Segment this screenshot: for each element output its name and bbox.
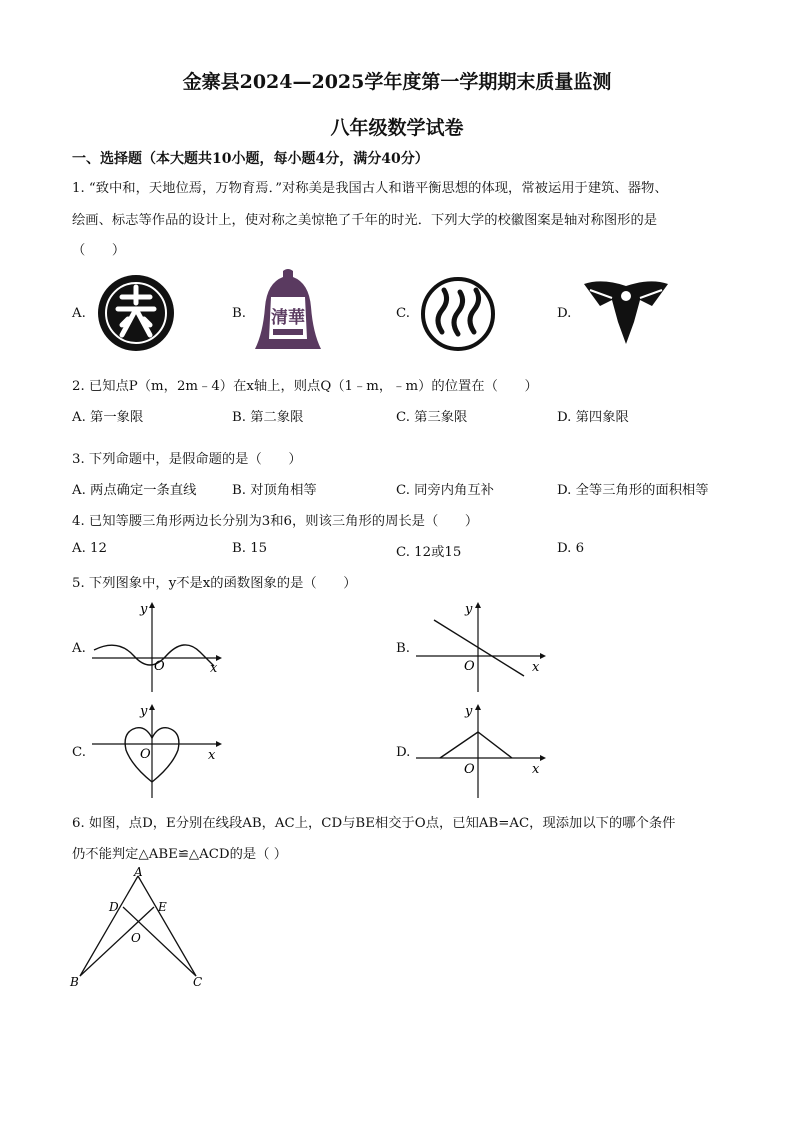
q4-stem: 4. 已知等腰三角形两边长分别为3和6，则该三角形的周长是（ ）: [72, 514, 479, 529]
graph-b-x-label: x: [532, 660, 540, 675]
point-a-label: A: [134, 865, 143, 879]
q1-line2: 绘画、标志等作品的设计上，使对称之美惊艳了千年的时光．下列大学的校徽图案是轴对称图形的是: [72, 213, 658, 228]
q3-option-d: D. 全等三角形的面积相等: [557, 483, 709, 498]
point-b-label: B: [70, 975, 79, 989]
q6-line2: 仍不能判定△ABE≌△ACD的是（ ）: [72, 847, 288, 862]
logo-c-emblem: [420, 276, 496, 352]
q3-stem: 3. 下列命题中，是假命题的是（ ）: [72, 452, 302, 467]
q2-stem: 2. 已知点P（m，2m﹣4）在x轴上，则点Q（1﹣m，﹣m）的位置在（ ）: [72, 379, 538, 394]
q3-option-b: B. 对顶角相等: [232, 483, 317, 498]
q5-label-c: C.: [72, 745, 86, 760]
q1-label-d: D.: [557, 306, 572, 321]
exam-title: 金寨县2024—2025学年度第一学期期末质量监测: [182, 71, 612, 93]
point-d-label: D: [109, 900, 119, 914]
graph-c-x-label: x: [208, 748, 216, 763]
graph-a-x-label: x: [210, 661, 218, 676]
graph-d-x-label: x: [532, 762, 540, 777]
q6-line1: 6. 如图，点D，E分别在线段AB，AC上，CD与BE相交于O点，已知AB=AC，现添加以下的哪个条件: [72, 816, 676, 831]
q3-option-c: C. 同旁内角互补: [396, 483, 494, 498]
q5-stem: 5. 下列图象中，y不是x的函数图象的是（ ）: [72, 576, 357, 591]
q5-label-d: D.: [396, 745, 411, 760]
graph-d-origin: O: [464, 762, 475, 777]
graph-b-origin: O: [464, 659, 475, 674]
graph-d-y-label: y: [465, 704, 473, 719]
q4-option-a: A. 12: [72, 541, 107, 556]
graph-a-y-label: y: [140, 602, 148, 617]
q1-label-a: A.: [72, 306, 86, 321]
q4-option-d: D. 6: [557, 541, 585, 556]
logo-d-emblem: [582, 276, 670, 348]
graph-b-y-label: y: [465, 602, 473, 617]
q1-line3: （ ）: [72, 243, 126, 258]
section-heading: 一、选择题（本大题共10小题，每小题4分，满分40分）: [72, 151, 429, 167]
q1-line1: 1. “致中和，天地位焉，万物育焉．”对称美是我国古人和谐平衡思想的体现，常被运用于建筑、器物、: [72, 181, 668, 196]
q6-triangle-figure: [66, 864, 216, 994]
q5-graph-c: [88, 702, 228, 802]
q2-option-d: D. 第四象限: [557, 410, 629, 425]
q1-label-b: B.: [232, 306, 246, 321]
point-o-label: O: [131, 931, 141, 945]
q4-option-c: C. 12或15: [396, 545, 462, 560]
q5-graph-a: [88, 600, 228, 695]
q2-option-b: B. 第二象限: [232, 410, 304, 425]
q2-option-c: C. 第三象限: [396, 410, 468, 425]
point-c-label: C: [193, 975, 203, 989]
q4-option-b: B. 15: [232, 541, 268, 556]
graph-c-y-label: y: [140, 704, 148, 719]
logo-a-emblem: [96, 273, 176, 353]
logo-b-text: 清華: [271, 308, 305, 328]
q3-option-a: A. 两点确定一条直线: [72, 483, 197, 498]
logo-b-bell: [253, 267, 323, 355]
q1-label-c: C.: [396, 306, 410, 321]
point-e-label: E: [158, 900, 167, 914]
graph-a-origin: O: [154, 659, 165, 674]
q5-graph-b: [412, 600, 552, 695]
q5-label-b: B.: [396, 641, 410, 656]
exam-subtitle: 八年级数学试卷: [330, 117, 464, 139]
q5-label-a: A.: [72, 641, 86, 656]
q5-graph-d: [412, 702, 552, 802]
graph-c-origin: O: [140, 747, 151, 762]
q2-option-a: A. 第一象限: [72, 410, 144, 425]
